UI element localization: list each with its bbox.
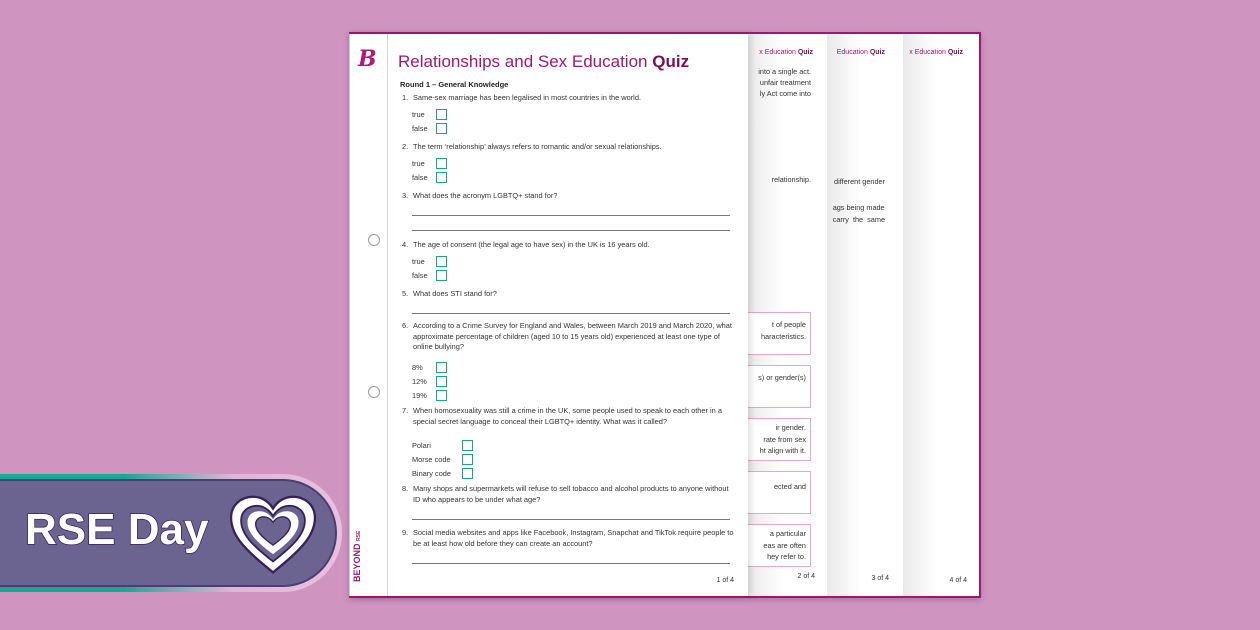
option-label: false bbox=[412, 270, 428, 280]
page-number: 1 of 4 bbox=[716, 577, 734, 584]
heart-icon bbox=[227, 494, 319, 576]
text-snippet: into a single act. bbox=[758, 67, 811, 76]
checkbox[interactable] bbox=[436, 270, 447, 281]
page-header: Education Quiz bbox=[836, 49, 885, 56]
checkbox[interactable] bbox=[436, 123, 447, 134]
question-9: 9. Social media websites and apps like Facebook, Instagram, Snapchat and TikTok require people to be at least how old before they can create an account? bbox=[402, 528, 734, 548]
text-snippet: ags being made carry the same bbox=[832, 203, 885, 224]
margin-strip: B BEYOND RSE bbox=[350, 34, 388, 596]
checkbox[interactable] bbox=[436, 256, 447, 267]
text-snippet: relationship. bbox=[771, 175, 811, 184]
option-label: true bbox=[412, 109, 425, 119]
question-3: 3. What does the acronym LGBTQ+ stand for? bbox=[402, 191, 558, 200]
checkbox[interactable] bbox=[436, 172, 447, 183]
option-label: true bbox=[412, 158, 425, 168]
text-snippet: unfair treatment bbox=[759, 78, 811, 87]
page-header: x Education Quiz bbox=[759, 49, 813, 56]
page-number: 2 of 4 bbox=[797, 573, 815, 580]
answer-line[interactable] bbox=[412, 313, 730, 314]
punch-hole bbox=[368, 234, 380, 246]
checkbox[interactable] bbox=[436, 109, 447, 120]
option-label: Binary code bbox=[412, 468, 452, 478]
question-7: 7. When homosexuality was still a crime in the UK, some people used to speak to each other in a special secret language to conceal their LGBTQ+ identity. What was it called? bbox=[402, 406, 722, 426]
answer-line[interactable] bbox=[412, 215, 730, 216]
answer-line[interactable] bbox=[412, 563, 730, 564]
option-label: 19% bbox=[412, 390, 427, 400]
question-2: 2. The term ‘relationship’ always refers to romantic and/or sexual relationships. bbox=[402, 142, 662, 151]
answer-line[interactable] bbox=[412, 230, 730, 231]
page-header: x Education Quiz bbox=[909, 49, 963, 56]
page-number: 3 of 4 bbox=[871, 575, 889, 582]
checkbox[interactable] bbox=[436, 362, 447, 373]
banner-label: RSE Day bbox=[25, 505, 209, 554]
punch-hole bbox=[368, 386, 380, 398]
definition-box: ir gender. rate from sex ht align with it. bbox=[747, 418, 811, 461]
definition-box: a particular eas are often hey refer to. bbox=[747, 524, 811, 567]
question-4: 4. The age of consent (the legal age to have sex) in the UK is 16 years old. bbox=[402, 240, 650, 249]
page-2 bbox=[747, 34, 827, 596]
option-label: 12% bbox=[412, 376, 427, 386]
page-4 bbox=[902, 34, 979, 596]
page-title: Relationships and Sex Education Quiz bbox=[398, 52, 690, 71]
text-snippet: different gender bbox=[834, 177, 885, 186]
question-8: 8. Many shops and supermarkets will refuse to sell tobacco and alcohol products to anyone without ID who appears to be under what age? bbox=[402, 484, 729, 504]
checkbox[interactable] bbox=[436, 158, 447, 169]
checkbox[interactable] bbox=[462, 440, 473, 451]
option-label: false bbox=[412, 172, 428, 182]
question-1: 1. Same-sex marriage has been legalised in most countries in the world. bbox=[402, 93, 641, 102]
checkbox[interactable] bbox=[436, 390, 447, 401]
question-6: 6. According to a Crime Survey for England and Wales, between March 2019 and March 2020, what approximate percentage of children (aged 10 to 15 years old) experienced at least one type of online bullying? bbox=[402, 321, 732, 351]
option-label: true bbox=[412, 256, 425, 266]
definition-box: ected and bbox=[747, 471, 811, 514]
option-label: false bbox=[412, 123, 428, 133]
option-label: Morse code bbox=[412, 454, 451, 464]
checkbox[interactable] bbox=[462, 468, 473, 479]
page-3 bbox=[826, 34, 903, 596]
option-label: Polari bbox=[412, 440, 431, 450]
checkbox[interactable] bbox=[436, 376, 447, 387]
worksheet-preview bbox=[349, 32, 981, 598]
definition-box: s) or gender(s) bbox=[747, 365, 811, 408]
page-1 bbox=[349, 34, 748, 596]
option-label: 8% bbox=[412, 362, 423, 372]
checkbox[interactable] bbox=[462, 454, 473, 465]
round-heading: Round 1 – General Knowledge bbox=[400, 80, 509, 89]
definition-box: t of people haracteristics. bbox=[747, 312, 811, 355]
rse-day-banner bbox=[0, 474, 342, 592]
question-5: 5. What does STI stand for? bbox=[402, 289, 497, 298]
answer-line[interactable] bbox=[412, 519, 730, 520]
beyond-logo: B bbox=[358, 46, 377, 72]
page-number: 4 of 4 bbox=[949, 577, 967, 584]
text-snippet: ly Act come into bbox=[759, 89, 811, 98]
